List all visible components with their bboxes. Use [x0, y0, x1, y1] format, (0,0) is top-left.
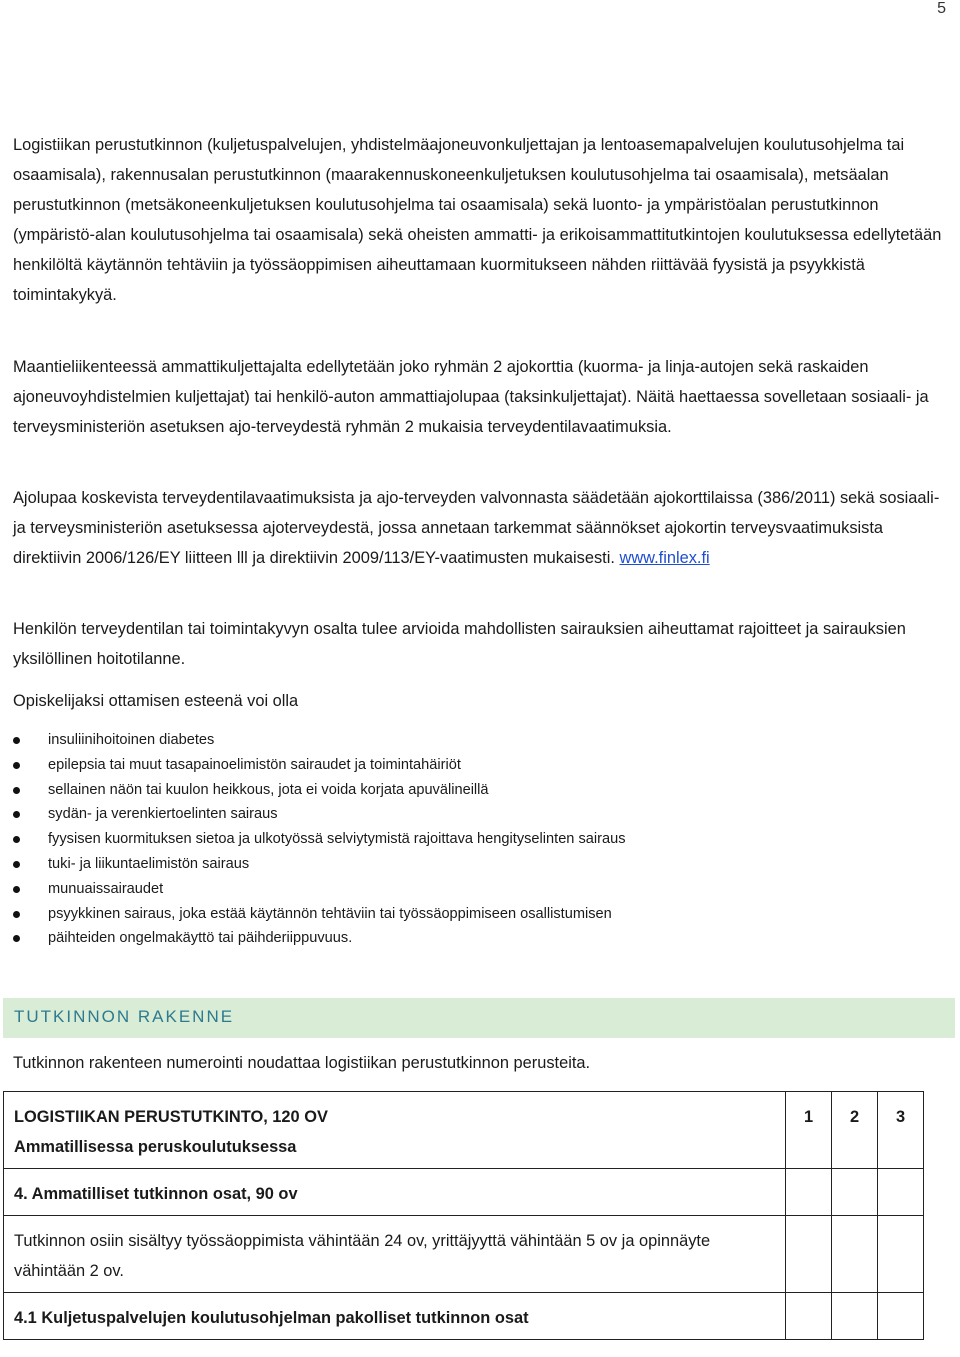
- table-cell-empty: [878, 1216, 924, 1293]
- paragraph-driving-licence: Maantieliikenteessä ammattikuljettajalta edellytetään joko ryhmän 2 ajokorttia (kuorma- ja linja-autojen sekä raskaiden ajoneuvoyhdistelmien kuljettajat) tai henkilö-auton ammattiajolupaa (taksinkuljettajat). Näitä haettaessa sovelletaan sosiaali- ja terveysministeriön asetuksen ajo-terveydestä ryhmän 2 mukaisia terveydentilavaatimuksia.: [13, 358, 929, 436]
- finlex-link[interactable]: www.finlex.fi: [619, 549, 710, 567]
- section-title: TUTKINNON RAKENNE: [14, 1007, 235, 1026]
- list-item-text: sellainen näön tai kuulon heikkous, jota ei voida korjata apuvälineillä: [48, 781, 489, 798]
- bullet-icon: [13, 935, 20, 942]
- list-item-text: psyykkinen sairaus, joka estää käytännön tehtäviin tai työssäoppimiseen osallistumisen: [48, 905, 612, 922]
- list-item: [13, 778, 943, 803]
- paragraph-legislation-text: Ajolupaa koskevista terveydentilavaatimuksista ja ajo-terveyden valvonnasta säädetään ajokorttilaissa (386/2011) sekä sosiaali- ja terveysministeriön asetuksessa ajoterveydestä, jossa annetaan tarkemmat säännökset ajokortin terveysvaatimuksista direktiivin 2006/126/EY liitteen lll ja direktiivin 2009/113/EY-vaatimusten mukaisesti.: [13, 489, 940, 567]
- list-item: [13, 877, 943, 902]
- bullet-icon: [13, 811, 20, 818]
- list-item-text: tuki- ja liikuntaelimistön sairaus: [48, 855, 250, 872]
- bullet-icon: [13, 762, 20, 769]
- paragraph-functional-capacity: Logistiikan perustutkinnon (kuljetuspalvelujen, yhdistelmäajoneuvonkuljettajan ja lentoasemapalvelujen koulutusohjelma tai osaamisala), rakennusalan perustutkinnon (maarakennuskoneenkuljetuksen koulutusohjelma tai osaamisala), metsäalan perustutkinnon (metsäkoneenkuljetuksen koulutusohjelma tai osaamisala) sekä luonto- ja ympäristöalan perustutkinnon (ympäristö-alan koulutusohjelma tai osaamisala) sekä oheisten ammatti- ja erikoisammattitutkintojen koulutuksessa edellytetään henkilöltä käytännön tehtäviin ja työssäoppimisen aiheuttamaan kuormitukseen nähden riittävää fyysistä ja psyykkistä toimintakykyä.: [13, 136, 942, 304]
- list-item: [13, 902, 943, 927]
- obstacle-list: [13, 728, 943, 951]
- page-number: 5: [937, 0, 946, 17]
- degree-subtitle: Ammatillisessa peruskoulutuksessa: [14, 1138, 297, 1156]
- list-item: [13, 852, 943, 877]
- table-cell-empty: [786, 1169, 832, 1216]
- table-row: [4, 1092, 924, 1169]
- table-cell-section-4: 4. Ammatilliset tutkinnon osat, 90 ov: [4, 1169, 786, 1216]
- list-item: [13, 827, 943, 852]
- bullet-icon: [13, 737, 20, 744]
- list-item-text: fyysisen kuormituksen sietoa ja ulkotyössä selviytymistä rajoittava hengityselinten sairaus: [48, 831, 626, 848]
- list-item-text: sydän- ja verenkiertoelinten sairaus: [48, 806, 278, 823]
- list-item: [13, 728, 943, 753]
- bullet-icon: [13, 787, 20, 794]
- list-item-text: päihteiden ongelmakäyttö tai päihderiippuvuus.: [48, 930, 353, 947]
- table-cell-degree: [4, 1092, 786, 1169]
- table-cell-empty: [832, 1216, 878, 1293]
- paragraph-health-assessment: Henkilön terveydentilan tai toimintakyvyn osalta tulee arvioida mahdollisten sairauksien aiheuttamat rajoitteet ja sairauksien yksilöllinen hoitotilanne.: [13, 620, 906, 668]
- table-cell-empty: [878, 1169, 924, 1216]
- list-item-text: munuaissairaudet: [48, 880, 164, 897]
- column-header-3: 3: [878, 1092, 924, 1169]
- table-cell-empty: [832, 1169, 878, 1216]
- paragraph-admission-obstacles: Opiskelijaksi ottamisen esteenä voi olla: [13, 692, 299, 710]
- table-cell-note: Tutkinnon osiin sisältyy työssäoppimista vähintään 24 ov, yrittäjyyttä vähintään 5 ov ja opinnäyte vähintään 2 ov.: [4, 1216, 786, 1293]
- list-item-text: epilepsia tai muut tasapainoelimistön sairaudet ja toimintahäiriöt: [48, 756, 461, 773]
- table-row: [4, 1216, 924, 1293]
- section-intro: Tutkinnon rakenteen numerointi noudattaa logistiikan perustutkinnon perusteita.: [13, 1054, 591, 1072]
- table-row: [4, 1293, 924, 1340]
- table-cell-empty: [878, 1293, 924, 1340]
- bullet-icon: [13, 886, 20, 893]
- table-cell-empty: [832, 1293, 878, 1340]
- column-header-1: 1: [786, 1092, 832, 1169]
- table-row: [4, 1169, 924, 1216]
- bullet-icon: [13, 911, 20, 918]
- paragraph-legislation: [13, 483, 943, 573]
- structure-table: [3, 1091, 924, 1340]
- list-item: [13, 926, 943, 951]
- bullet-icon: [13, 861, 20, 868]
- table-cell-empty: [786, 1293, 832, 1340]
- degree-title: LOGISTIIKAN PERUSTUTKINTO, 120 OV: [14, 1108, 328, 1126]
- table-cell-section-4-1: 4.1 Kuljetuspalvelujen koulutusohjelman pakolliset tutkinnon osat: [4, 1293, 786, 1340]
- list-item-text: insuliinihoitoinen diabetes: [48, 732, 215, 748]
- table-cell-empty: [786, 1216, 832, 1293]
- column-header-2: 2: [832, 1092, 878, 1169]
- section-heading-band: [3, 998, 955, 1038]
- bullet-icon: [13, 836, 20, 843]
- list-item: [13, 802, 943, 827]
- list-item: [13, 753, 943, 778]
